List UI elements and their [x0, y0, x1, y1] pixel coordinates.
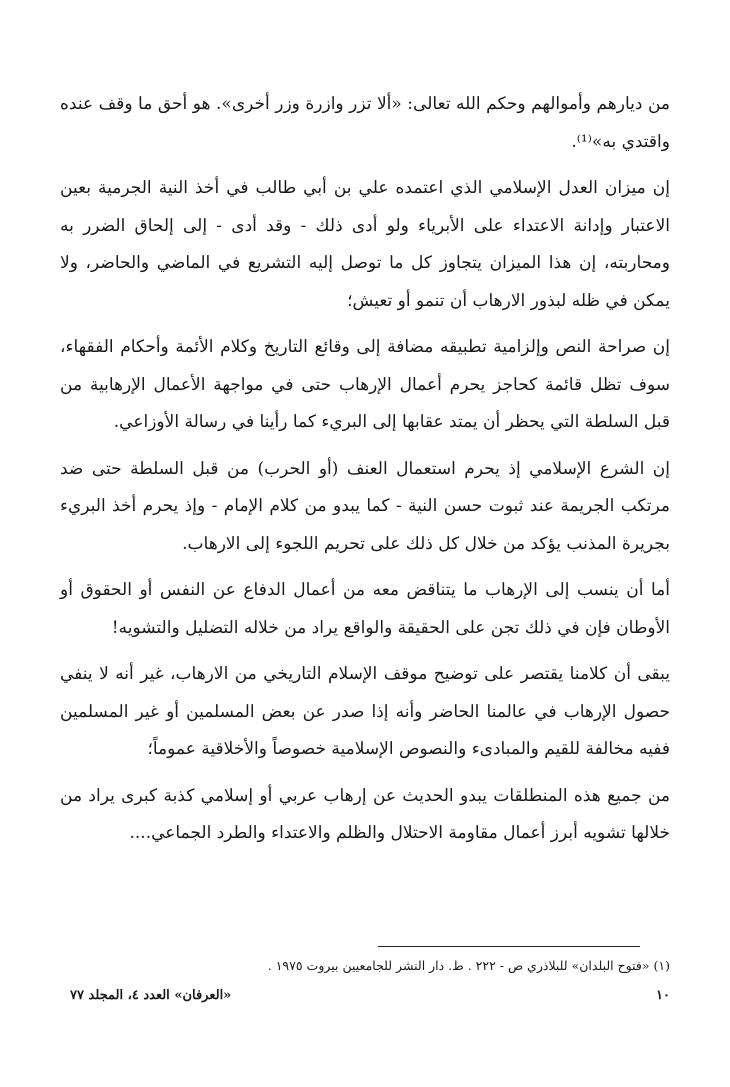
body-text — [60, 86, 670, 862]
paragraph-6: يبقى أن كلامنا يقتصر على توضيح موقف الإسلام التاريخي من الارهاب، غير أنه لا ينفي حصول الإرهاب في عالمنا الحاضر وأنه إذا صدر عن بعض المسلمين أو غير المسلمين ففيه مخالفة للقيم والمبادىء والنصوص الإسلامية خصوصاً والأخلاقية عموماً؛ — [60, 664, 670, 759]
page-number: ١٠ — [656, 988, 670, 1003]
paragraph-3: إن صراحة النص وإلزامية تطبيقه مضافة إلى وقائع التاريخ وكلام الأئمة وأحكام الفقهاء، سوف تظل قائمة كحاجز يحرم أعمال الإرهاب حتى في مواجهة الأعمال الإرهابية من قبل السلطة التي يحظر أن يمتد عقابها إلى البريء كما رأينا في رسالة الأوزاعي. — [60, 337, 670, 432]
paragraph-1: من ديارهم وأموالهم وحكم الله تعالى: «ألا تزر وازرة وزر أخرى». هو أحق ما وقف عنده واقتدي به»⁽¹⁾. — [60, 94, 670, 152]
journal-running-title: «العرفان» العدد ٤، المجلد ٧٧ — [70, 988, 232, 1003]
paragraph-7: من جميع هذه المنطلقات يبدو الحديث عن إرهاب عربي أو إسلامي كذبة كبرى يراد من خلالها تشويه أبرز أعمال مقاومة الاحتلال والظلم والاعتداء والطرد الجماعي.... — [60, 785, 670, 843]
paragraph-2: إن ميزان العدل الإسلامي الذي اعتمده علي بن أبي طالب في أخذ النية الجرمية بعين الاعتبار وإدانة الاعتداء على الأبرياء ولو أدى ذلك - وقد أدى - إلى إلحاق الضرر به ومحاربته، إن هذا الميزان يتجاوز كل ما توصل إليه التشريع في الماضي والحاضر، ولا يمكن في ظله لبذور الارهاب أن تنمو أو تعيش؛ — [60, 178, 670, 311]
paragraph-5: أما أن ينسب إلى الإرهاب ما يتناقض معه من أعمال الدفاع عن النفس أو الحقوق أو الأوطان فإن في ذلك تجن على الحقيقة والواقع يراد من خلاله التضليل والتشويه! — [60, 580, 670, 638]
paragraph-4: إن الشرع الإسلامي إذ يحرم استعمال العنف (أو الحرب) من قبل السلطة حتى ضد مرتكب الجريمة عند ثبوت حسن النية - كما يبدو من كلام الإمام - وإذ يحرم أخذ البريء بجريرة المذنب يؤكد من خلال كل ذلك على تحريم اللجوء إلى الارهاب. — [60, 458, 670, 554]
footnote: (١) «فتوح البلدان» للبلاذري ص - ٢٢٢ . ط. دار النشر للجامعيين بيروت ١٩٧٥ . — [267, 958, 670, 973]
footnote-divider — [378, 946, 640, 947]
